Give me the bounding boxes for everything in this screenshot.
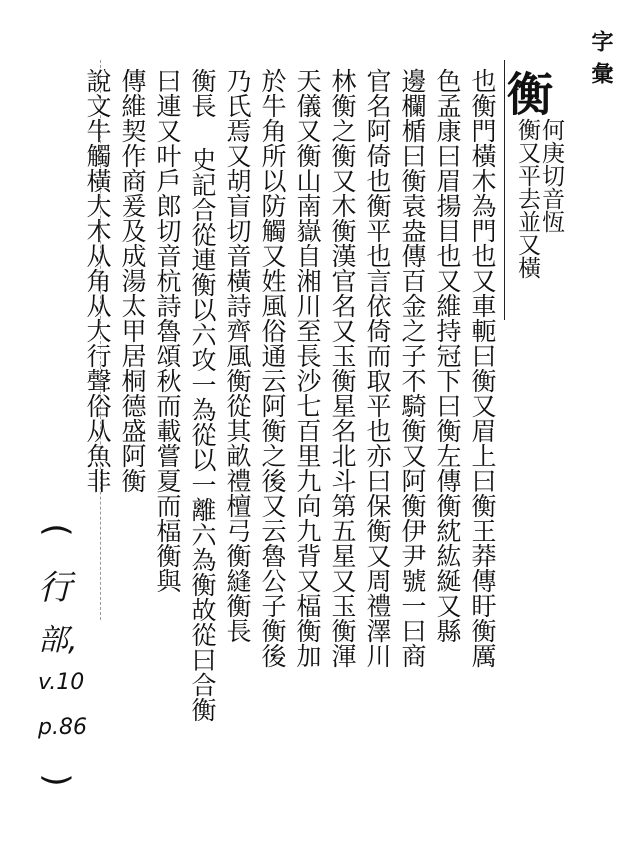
text-column-8: 乃氏焉又胡盲切音橫詩齊風衡從其畝禮檀弓衡縫衡長: [223, 68, 252, 643]
text-column-6: 天儀又衡山南嶽自湘川至長沙七百里九向九背又楅衡加: [293, 68, 322, 668]
headword: 衡: [500, 70, 554, 116]
headword-gloss-line-1: 何庚切音恆: [538, 118, 564, 233]
text-column-2: 色孟康曰眉揚目也又維持冠下曰衡左傳衡紞紘綖又縣: [433, 68, 462, 643]
text-column-11: 傳維契作商爰及成湯太甲居桐德盛阿衡: [118, 68, 147, 493]
annotation-close-paren: ): [36, 773, 77, 787]
annotation-line-2: 部,: [38, 623, 78, 658]
text-column-5: 林衡之衡又木衡漢官名又玉衡星名北斗第五星又玉衡渾: [328, 68, 357, 668]
annotation-line-3: v.10: [38, 670, 85, 695]
text-column-10: 曰連又叶戶郎切音杭詩魯頌秋而載嘗夏而楅衡與: [153, 68, 182, 593]
annotation-line-1: 行: [38, 568, 72, 608]
dictionary-title: 字彙: [588, 30, 614, 94]
annotation-open-paren: (: [36, 523, 77, 537]
text-column-4: 官名阿倚也衡平也言依倚而取平也亦曰保衡又周禮澤川: [363, 68, 392, 668]
text-column-1: 也衡門橫木為門也又車軛曰衡又眉上曰衡王莽傳盱衡厲: [468, 68, 497, 668]
text-column-9: 衡長 史記合從連衡以六攻一為從以一離六為衡故從曰合衡: [188, 68, 217, 722]
text-column-7: 於牛角所以防觸又姓風俗通云阿衡之後又云魯公子衡後: [258, 68, 287, 668]
handwritten-annotation: [30, 510, 100, 800]
text-column-12: 說文牛觸橫大木从角从大行聲俗从魚非: [83, 68, 112, 493]
annotation-line-4: p.86: [38, 715, 87, 740]
headword-gloss-line-2: 衡又平去並又橫: [514, 118, 540, 279]
text-column-3: 邊欄楯曰衡袁盎傳百金之子不騎衡又阿衡伊尹號一曰商: [398, 68, 427, 668]
